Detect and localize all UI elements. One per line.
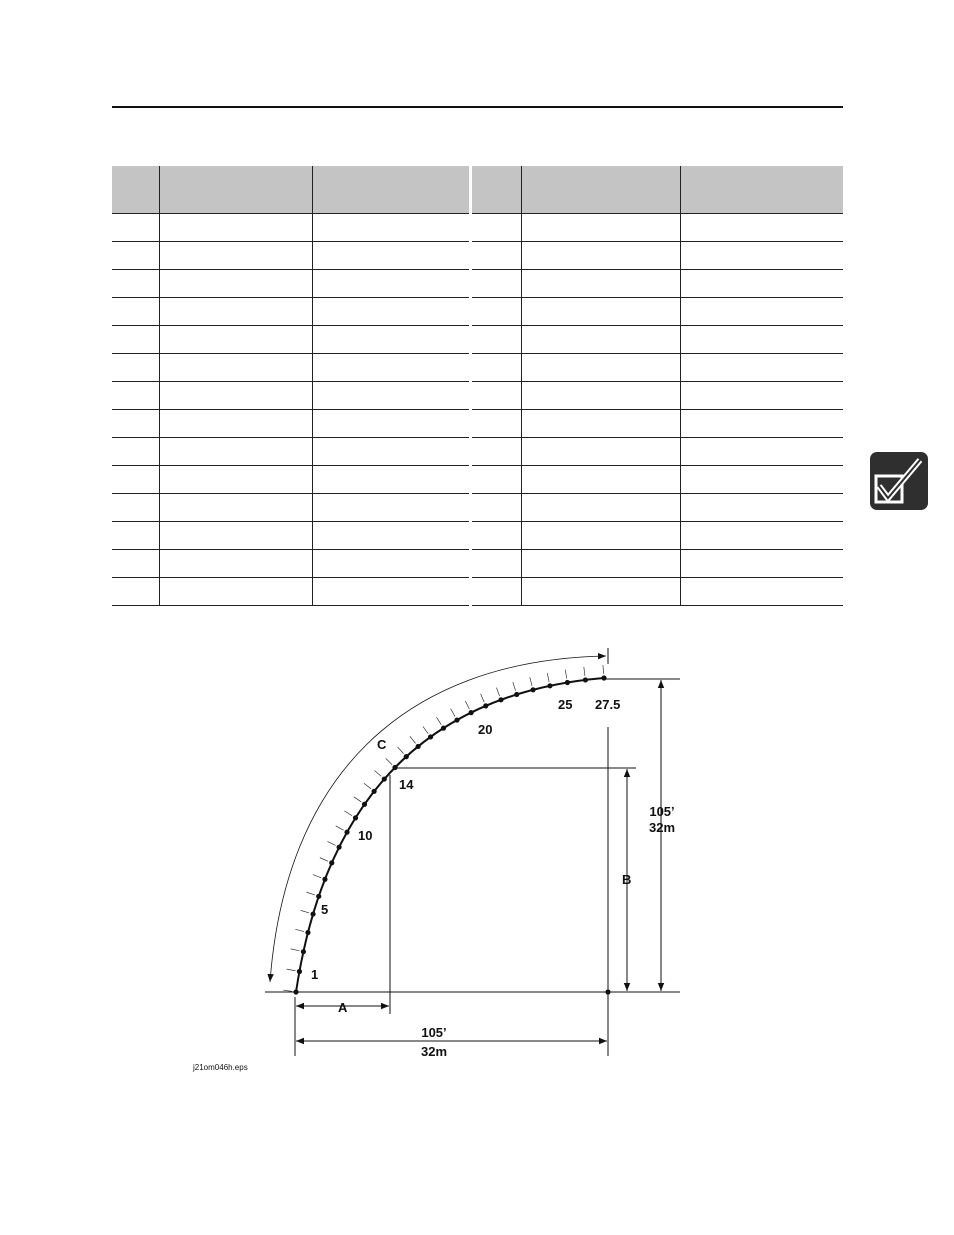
curve-tick-mark (344, 811, 352, 816)
boom-position-point (362, 802, 367, 807)
curve-tick-mark (375, 770, 382, 776)
curve-tick-mark (513, 682, 516, 691)
figure-file-name: j21om046h.eps (193, 1063, 248, 1072)
curve-tick-mark (496, 688, 499, 696)
boom-position-point (498, 697, 503, 702)
point-label-14: 14 (399, 777, 414, 792)
curve-tick-mark (410, 736, 416, 743)
width-meters-label: 32m (420, 1044, 448, 1059)
dimension-b-label: B (622, 872, 632, 887)
point-label-27-5: 27.5 (595, 697, 621, 712)
boom-position-point (337, 845, 342, 850)
curve-tick-mark (283, 990, 292, 991)
point-label-5: 5 (321, 902, 329, 917)
boom-position-point (565, 680, 570, 685)
dimension-arc-c (270, 656, 606, 982)
boom-position-point (454, 717, 459, 722)
curve-tick-mark (291, 949, 300, 951)
boom-position-point (416, 744, 421, 749)
boom-position-point (293, 989, 298, 994)
curve-tick-mark (320, 858, 328, 862)
boom-position-point (547, 683, 552, 688)
curve-tick-mark (465, 701, 469, 709)
boom-position-point (483, 703, 488, 708)
curve-tick-mark (306, 892, 315, 895)
boom-position-point (404, 754, 409, 759)
boom-path-curve (296, 678, 604, 992)
height-feet-label: 105’ (649, 804, 675, 819)
curve-tick-mark (603, 665, 604, 674)
height-meters-label: 32m (648, 820, 676, 835)
boom-position-point (514, 692, 519, 697)
curve-tick-mark (530, 677, 532, 686)
boom-position-point (441, 726, 446, 731)
boom-position-point (583, 677, 588, 682)
boom-position-points (283, 665, 610, 995)
curve-tick-mark (287, 969, 296, 971)
boom-position-point (305, 930, 310, 935)
boom-position-point (382, 776, 387, 781)
boom-position-point (428, 734, 433, 739)
curve-tick-mark (451, 709, 455, 717)
point-label-1: 1 (311, 967, 319, 982)
boom-position-point (530, 687, 535, 692)
ground-end-point (605, 989, 610, 994)
dimension-c-label: C (377, 737, 387, 752)
boom-position-point (310, 911, 315, 916)
curve-tick-mark (301, 910, 310, 913)
curve-tick-mark (481, 694, 485, 702)
boom-position-point (372, 789, 377, 794)
curve-tick-mark (398, 747, 404, 754)
curve-tick-mark (386, 758, 392, 764)
curve-tick-mark (364, 783, 371, 789)
boom-position-point (301, 949, 306, 954)
boom-position-point (329, 860, 334, 865)
curve-tick-mark (336, 826, 344, 830)
point-label-10: 10 (358, 828, 373, 843)
curve-tick-mark (327, 841, 335, 845)
curve-tick-mark (547, 673, 549, 682)
curve-tick-mark (565, 670, 566, 679)
boom-position-point (392, 765, 397, 770)
curve-tick-mark (584, 667, 585, 676)
point-label-20: 20 (478, 722, 493, 737)
curve-tick-mark (354, 797, 361, 802)
boom-position-point (297, 969, 302, 974)
boom-position-point (353, 815, 358, 820)
boom-position-point (601, 675, 606, 680)
dimension-a-label: A (338, 1000, 348, 1015)
boom-position-point (469, 710, 474, 715)
boom-position-point (322, 877, 327, 882)
width-feet-label: 105’ (421, 1025, 447, 1040)
curve-tick-mark (436, 717, 441, 725)
curve-tick-mark (295, 929, 304, 931)
boom-position-point (316, 894, 321, 899)
curve-tick-mark (423, 726, 428, 733)
point-label-25: 25 (558, 697, 573, 712)
curve-tick-mark (313, 875, 321, 878)
boom-position-point (344, 830, 349, 835)
